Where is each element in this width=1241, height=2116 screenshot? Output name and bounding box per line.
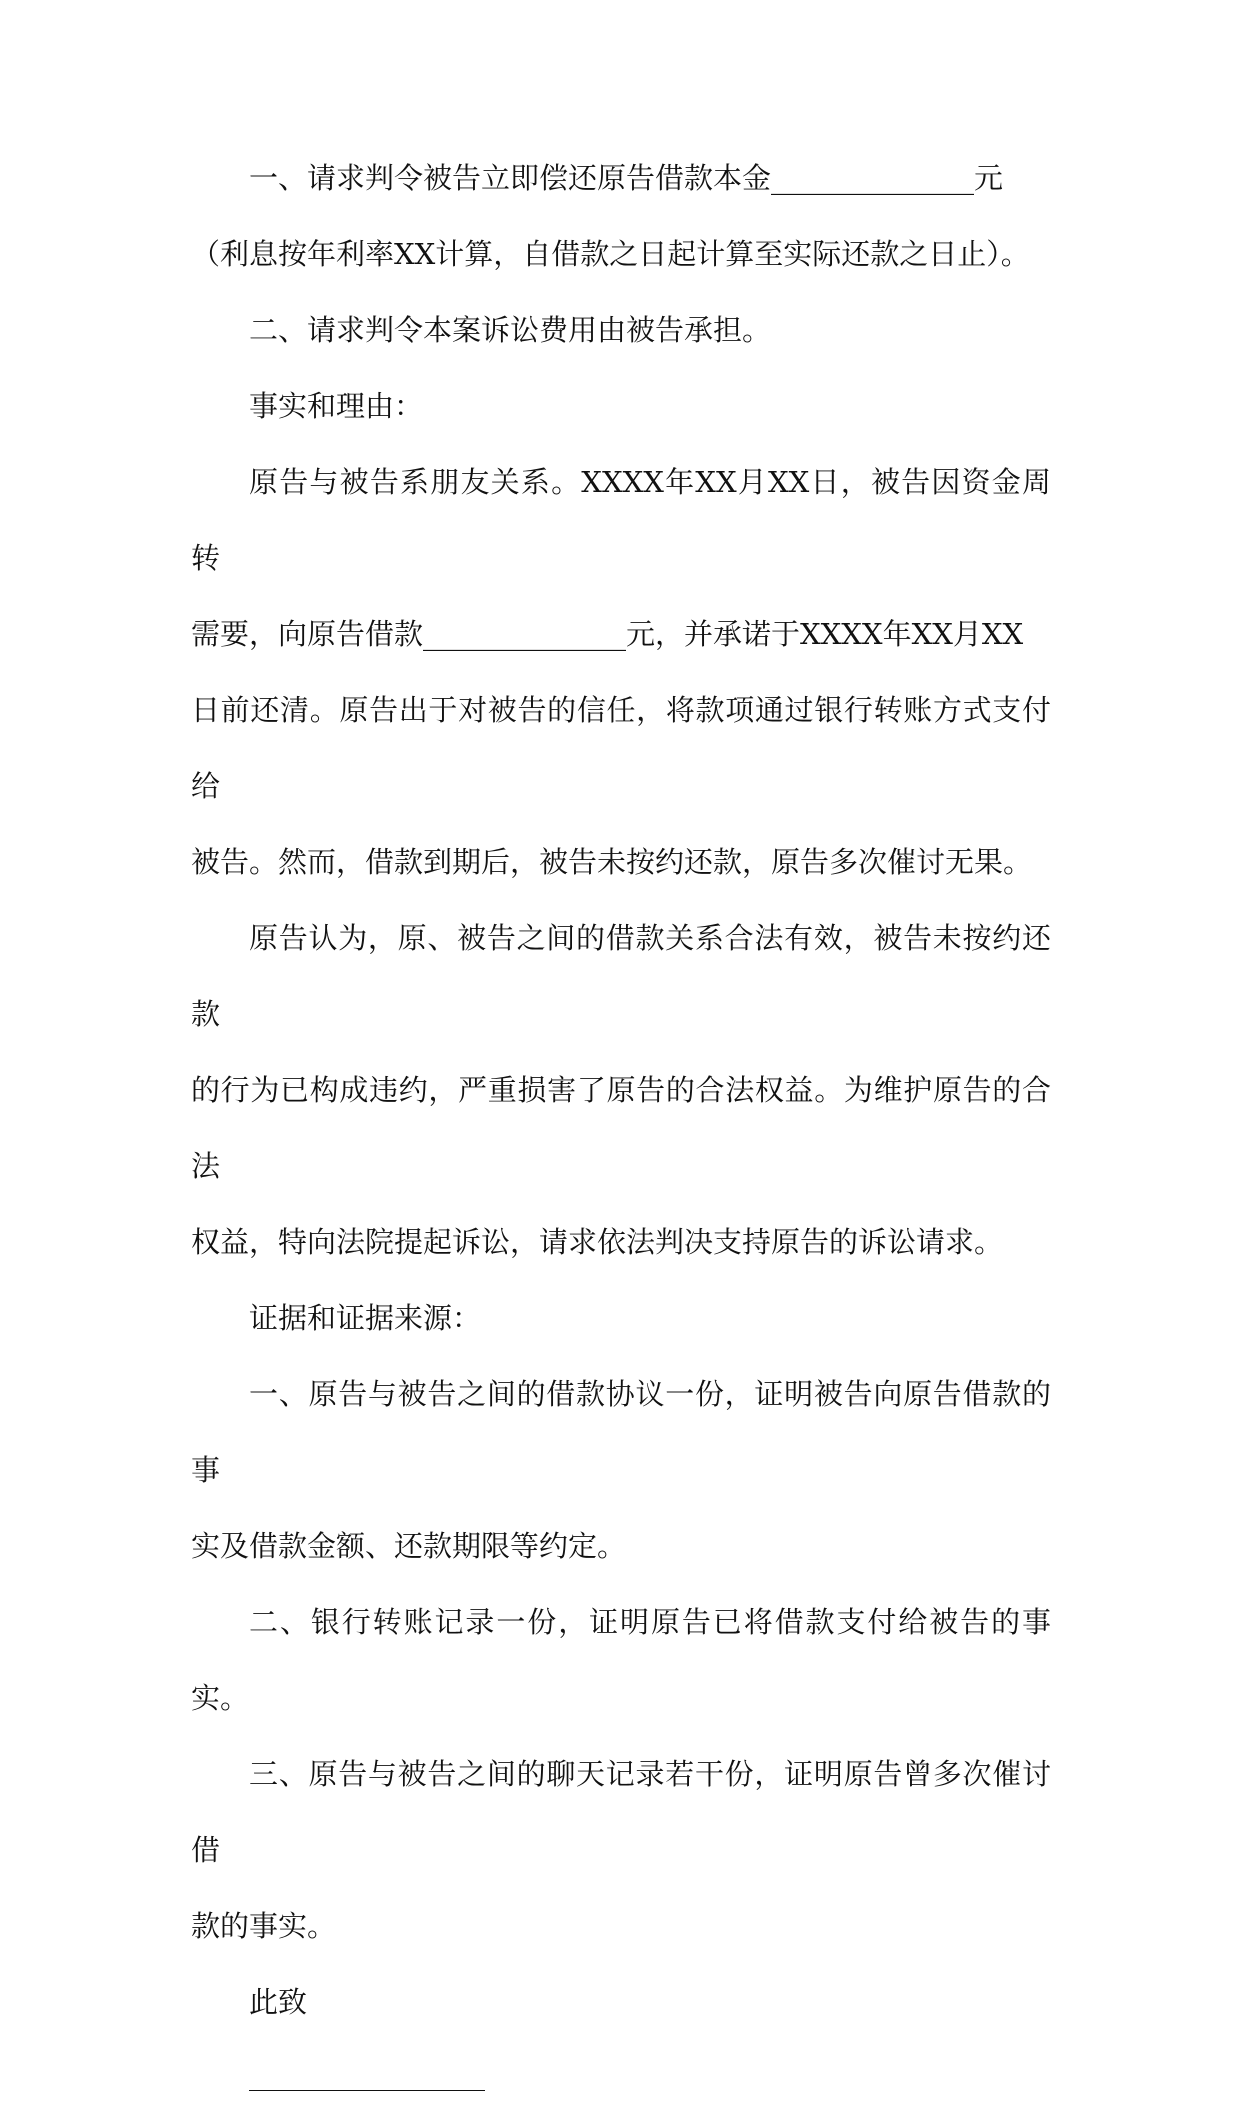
facts-paragraph-1 <box>191 444 1051 900</box>
facts-paragraph-2 <box>191 900 1051 1280</box>
addressee-blank-line <box>249 2040 485 2116</box>
facts-heading <box>191 368 1051 444</box>
document-body <box>191 140 1051 2116</box>
paragraph-line: 原告与被告系朋友关系。XXXX年XX月XX日，被告因资金周转 <box>191 465 1051 575</box>
paragraph-line: 实及借款金额、还款期限等约定。 <box>191 1529 627 1563</box>
paragraph-line: 证据和证据来源： <box>249 1301 482 1335</box>
paragraph-line: （利息按年利率XX计算，自借款之日起计算至实际还款之日止）。 <box>191 237 1030 271</box>
paragraph-line: 需要，向原告借款______________元，并承诺于XXXX年XX月XX <box>191 617 1024 651</box>
paragraph-line: 二、银行转账记录一份，证明原告已将借款支付给被告的事实。 <box>191 1605 1051 1715</box>
paragraph-line: 事实和理由： <box>249 389 424 423</box>
evidence-item-1 <box>191 1356 1051 1584</box>
paragraph-line: 三、原告与被告之间的聊天记录若干份，证明原告曾多次催讨借 <box>191 1757 1051 1867</box>
evidence-item-3 <box>191 1736 1051 1964</box>
paragraph-line: 一、原告与被告之间的借款协议一份，证明被告向原告借款的事 <box>191 1377 1051 1487</box>
paragraph-line: 一、请求判令被告立即偿还原告借款本金______________元 <box>249 161 1004 195</box>
claim-1-paragraph <box>191 140 1051 292</box>
paragraph-line: 款的事实。 <box>191 1909 337 1943</box>
paragraph-line: 原告认为，原、被告之间的借款关系合法有效，被告未按约还款 <box>191 921 1051 1031</box>
salutation <box>191 1964 1051 2040</box>
paragraph-line: 的行为已构成违约，严重损害了原告的合法权益。为维护原告的合法 <box>191 1073 1051 1183</box>
claim-2-paragraph <box>191 292 1051 368</box>
evidence-item-2 <box>191 1584 1051 1736</box>
paragraph-line: 被告。然而，借款到期后，被告未按约还款，原告多次催讨无果。 <box>191 845 1033 879</box>
paragraph-line: 此致 <box>249 1985 308 2019</box>
paragraph-line: 二、请求判令本案诉讼费用由被告承担。 <box>249 313 772 347</box>
paragraph-line: 权益，特向法院提起诉讼，请求依法判决支持原告的诉讼请求。 <box>191 1225 1004 1259</box>
evidence-heading <box>191 1280 1051 1356</box>
paragraph-line: 日前还清。原告出于对被告的信任，将款项通过银行转账方式支付给 <box>191 693 1051 803</box>
